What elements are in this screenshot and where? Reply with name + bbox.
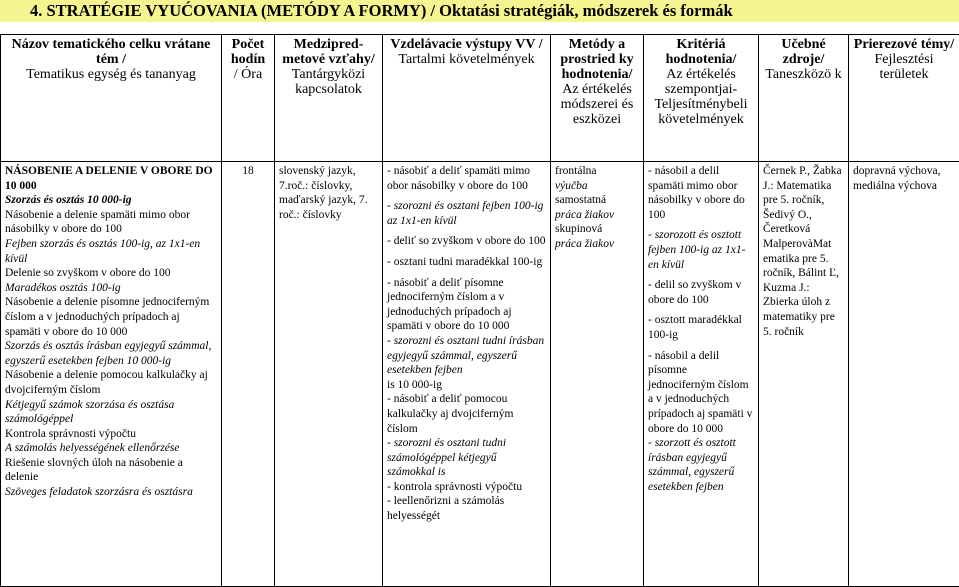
crosscutting-cell	[849, 162, 959, 587]
header-cell: Počet hodín / Óra	[222, 35, 275, 162]
cell-line: Maradékos osztás 100-ig	[5, 281, 217, 296]
criteria-cell	[644, 162, 759, 587]
hours-cell: 18	[222, 162, 275, 587]
cross-subject-cell	[275, 162, 383, 587]
header-cell: Kritériá hodnotenia/ Az értékelés szempontjai- Teljesítménybeli követelmények	[644, 35, 759, 162]
topic-cell	[1, 162, 222, 587]
cell-line: Riešenie slovných úloh na násobenie a delenie	[5, 456, 217, 485]
cell-line: dopravná výchova, mediálna výchova	[853, 164, 955, 193]
cell-line: - kontrola správnosti výpočtu	[387, 480, 546, 495]
cell-line: slovenský jazyk, 7.roč.: číslovky,	[279, 164, 378, 193]
page-title-bar	[0, 0, 959, 22]
cell-line: frontálna	[555, 164, 639, 179]
cell-line: Kétjegyű számok szorzása és osztása számológéppel	[5, 398, 217, 427]
header-cell: Metódy a prostried ky hodnotenia/ Az értékelés módszerei és eszközei	[551, 35, 644, 162]
cell-line: Černek P., Žabka J.: Matematika pre 5. ročník, Šedivý O., Čeretková MalperovàMat ematika pre 5. ročník, Bálint Ľ, Kuzma J.: Zbierka úloh z matematiky pre 5. ročník	[763, 164, 844, 339]
header-cell: Názov tematického celku vrátane tém / Tematikus egység és tananyag	[1, 35, 222, 162]
cell-line: Fejben szorzás és osztás 100-ig, az 1x1-en kívül	[5, 237, 217, 266]
cell-line: Kontrola správnosti výpočtu	[5, 427, 217, 442]
table-row	[1, 162, 959, 587]
cell-line: práca žiakov	[555, 208, 639, 223]
cell-line: Szöveges feladatok szorzásra és osztásra	[5, 485, 217, 500]
header-cell: Vzdelávacie výstupy VV / Tartalmi követelmények	[383, 35, 551, 162]
methods-cell	[551, 162, 644, 587]
strategy-table	[0, 34, 959, 587]
cell-line: Szorzás és osztás 10 000-ig	[5, 193, 217, 208]
cell-line: Násobenie a delenie spamäti mimo obor násobilky v obore do 100	[5, 208, 217, 237]
cell-line: maďarský jazyk, 7. roč.: číslovky	[279, 193, 378, 222]
cell-line: - leellenőrizni a számolás helyességét	[387, 494, 546, 523]
header-row	[1, 35, 959, 162]
cell-line: samostatná	[555, 193, 639, 208]
cell-line: NÁSOBENIE A DELENIE V OBORE DO 10 000	[5, 164, 217, 193]
cell-line: - násobiť a deliť písomne jednociferným číslom a v jednoduchých prípadoch aj spamäti v obore do 10 000	[387, 276, 546, 334]
cell-line: - delil so zvyškom v obore do 100	[648, 278, 754, 307]
header-cell: Učebné zdroje/ Taneszközö k	[759, 35, 849, 162]
cell-line: A számolás helyességének ellenőrzése	[5, 441, 217, 456]
cell-line: - szorozni és osztani tudni számológéppel kétjegyű számokkal is	[387, 436, 546, 480]
cell-line: - násobil a delil spamäti mimo obor násobilky v obore do 100	[648, 164, 754, 222]
cell-line: - szorozni és osztani fejben 100-ig az 1x1-en kívül	[387, 199, 546, 228]
cell-line: skupinová	[555, 222, 639, 237]
cell-line: - násobiť a deliť pomocou kalkulačky aj dvojciferným číslom	[387, 392, 546, 436]
cell-line: - násobil a delil písomne jednociferným číslom a v jednoduchých prípadoch aj spamäti v obore do 10 000	[648, 349, 754, 437]
cell-line: Násobenie a delenie pomocou kalkulačky aj dvojciferným číslom	[5, 368, 217, 397]
cell-line: - osztani tudni maradékkal 100-ig	[387, 255, 546, 270]
header-cell: Prierezové témy/ Fejlesztési területek	[849, 35, 959, 162]
cell-line: Szorzás és osztás írásban egyjegyű számmal, egyszerű esetekben fejben 10 000-ig	[5, 339, 217, 368]
cell-line: - szorzott és osztott írásban egyjegyű számmal, egyszerű esetekben fejben	[648, 436, 754, 494]
resources-cell	[759, 162, 849, 587]
cell-line: - deliť so zvyškom v obore do 100	[387, 234, 546, 249]
cell-line: - násobiť a deliť spamäti mimo obor násobilky v obore do 100	[387, 164, 546, 193]
page-title: 4. STRATÉGIE VYUĆOVANIA (METÓDY A FORMY) / Oktatási stratégiák, módszerek és formák	[0, 1, 733, 20]
cell-line: práca žiakov	[555, 237, 639, 252]
outcomes-cell	[383, 162, 551, 587]
cell-line: Násobenie a delenie písomne jednociferným číslom a v jednoduchých prípadoch aj spamäti v obore do 10 000	[5, 295, 217, 339]
cell-line: Delenie so zvyškom v obore do 100	[5, 266, 217, 281]
cell-line: is 10 000-ig	[387, 378, 546, 393]
cell-line: - osztott maradékkal 100-ig	[648, 313, 754, 342]
header-cell: Medzipred-metové vzťahy/ Tantárgyközi kapcsolatok	[275, 35, 383, 162]
cell-line: výučba	[555, 179, 639, 194]
cell-line: - szorozni és osztani tudni írásban egyjegyű számmal, egyszerű esetekben fejben	[387, 334, 546, 378]
cell-line: - szorozott és osztott fejben 100-ig az 1x1-en kívül	[648, 228, 754, 272]
